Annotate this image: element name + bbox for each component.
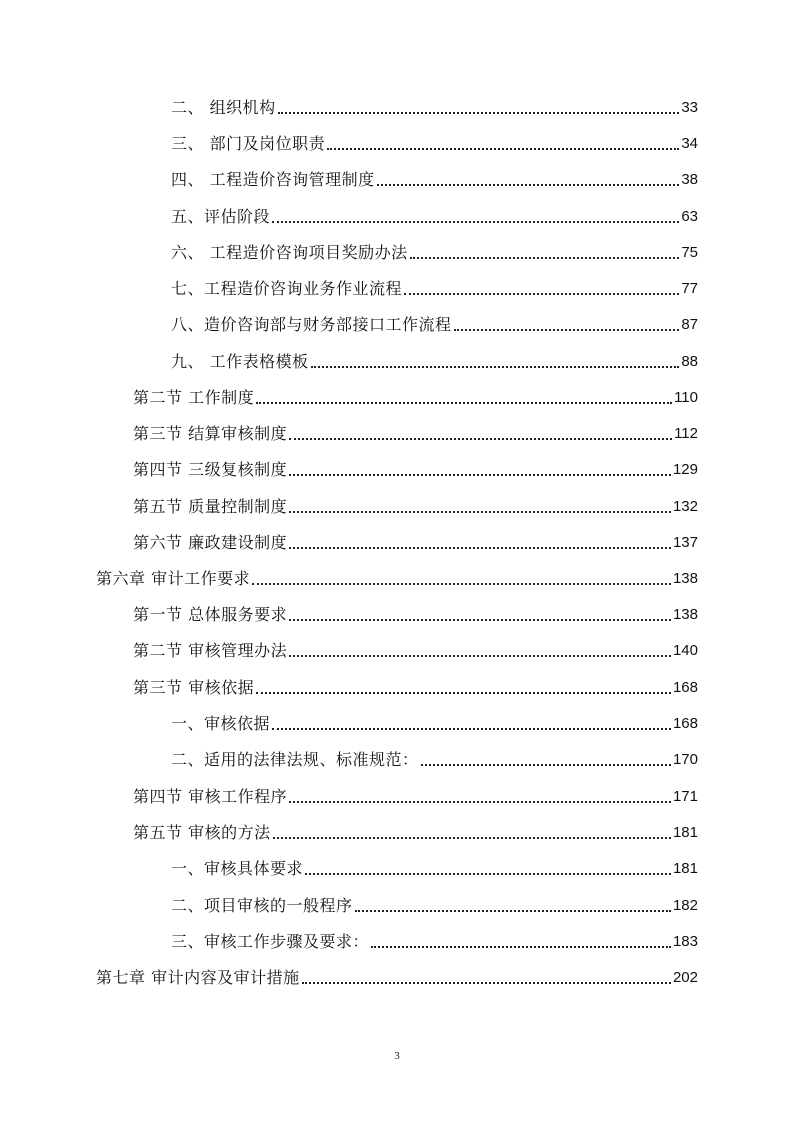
toc-entry-page: 182	[672, 897, 698, 914]
dot-leader	[454, 329, 680, 331]
toc-entry-title: 第五节 质量控制制度	[133, 497, 288, 516]
toc-entry[interactable]	[133, 459, 698, 481]
toc-entry-title: 第五节 审核的方法	[133, 823, 271, 842]
dot-leader	[272, 728, 671, 730]
toc-entry-title: 三、审核工作步骤及要求：	[171, 932, 370, 951]
toc-entry[interactable]	[133, 604, 698, 626]
toc-entry-page: 88	[681, 353, 698, 370]
dot-leader	[404, 293, 679, 295]
dot-leader	[256, 692, 671, 694]
dot-leader	[256, 402, 672, 404]
toc-entry-title: 第三节 结算审核制度	[133, 424, 288, 443]
dot-leader	[278, 112, 680, 114]
toc-entry-title: 二、 组织机构	[171, 98, 276, 117]
toc-entry-title: 第四节 审核工作程序	[133, 787, 288, 806]
toc-entry-page: 138	[672, 570, 698, 587]
toc-entry-page: 34	[681, 135, 698, 152]
toc-entry[interactable]	[133, 496, 698, 518]
toc-entry-page: 129	[672, 461, 698, 478]
toc-entry[interactable]	[133, 532, 698, 554]
dot-leader	[289, 547, 671, 549]
dot-leader	[421, 764, 671, 766]
toc-entry-page: 168	[672, 715, 698, 732]
dot-leader	[311, 366, 680, 368]
toc-entry[interactable]	[171, 169, 698, 191]
toc-entry-title: 二、适用的法律法规、标准规范：	[171, 750, 419, 769]
toc-entry-page: 183	[672, 933, 698, 950]
toc-entry-page: 202	[672, 969, 698, 986]
toc-entry-title: 第七章 审计内容及审计措施	[96, 968, 300, 987]
dot-leader	[302, 982, 671, 984]
toc-entry-title: 第三节 审核依据	[133, 678, 255, 697]
dot-leader	[355, 910, 671, 912]
toc-entry[interactable]	[96, 967, 698, 989]
toc-entry-page: 181	[672, 824, 698, 841]
toc-entry[interactable]	[133, 387, 698, 409]
dot-leader	[289, 655, 671, 657]
toc-entry[interactable]	[171, 314, 698, 336]
toc-entry[interactable]	[171, 749, 698, 771]
toc-entry-title: 二、项目审核的一般程序	[171, 896, 353, 915]
toc-entry[interactable]	[171, 713, 698, 735]
toc-entry-page: 181	[672, 860, 698, 877]
toc-entry-page: 33	[681, 99, 698, 116]
toc-entry-page: 38	[681, 171, 698, 188]
toc-entry-page: 138	[672, 606, 698, 623]
toc-entry-title: 第六章 审计工作要求	[96, 569, 251, 588]
dot-leader	[289, 474, 671, 476]
dot-leader	[327, 148, 679, 150]
toc-entry-title: 第二节 工作制度	[133, 388, 255, 407]
dot-leader	[371, 946, 671, 948]
dot-leader	[410, 257, 680, 259]
toc-entry-page: 170	[672, 751, 698, 768]
toc-entry[interactable]	[171, 133, 698, 155]
toc-entry-title: 三、 部门及岗位职责	[171, 134, 326, 153]
toc-entry-page: 77	[681, 280, 698, 297]
toc-entry[interactable]	[133, 822, 698, 844]
dot-leader	[289, 511, 671, 513]
toc-entry-title: 七、工程造价咨询业务作业流程	[171, 279, 403, 298]
toc-entry-page: 87	[681, 316, 698, 333]
toc-entry-title: 一、审核具体要求	[171, 859, 304, 878]
toc-entry[interactable]	[171, 97, 698, 119]
page-number: 3	[394, 1050, 400, 1062]
toc-entry-page: 75	[681, 244, 698, 261]
toc-entry-page: 168	[672, 679, 698, 696]
toc-entry-title: 八、造价咨询部与财务部接口工作流程	[171, 315, 452, 334]
dot-leader	[289, 619, 671, 621]
toc-entry[interactable]	[171, 278, 698, 300]
toc-entry-page: 132	[672, 498, 698, 515]
toc-entry[interactable]	[96, 568, 698, 590]
toc-entry-page: 112	[674, 425, 698, 442]
dot-leader	[252, 583, 671, 585]
dot-leader	[272, 221, 679, 223]
toc-entry-title: 四、 工程造价咨询管理制度	[171, 170, 375, 189]
toc-entry-page: 110	[674, 389, 698, 406]
toc-entry[interactable]	[171, 242, 698, 264]
toc-entry[interactable]	[133, 786, 698, 808]
toc-entry-title: 第四节 三级复核制度	[133, 460, 288, 479]
dot-leader	[289, 438, 672, 440]
toc-entry[interactable]	[171, 351, 698, 373]
toc-entry[interactable]	[171, 206, 698, 228]
dot-leader	[289, 801, 671, 803]
toc-entry-page: 137	[672, 534, 698, 551]
toc-entry[interactable]	[133, 640, 698, 662]
toc-entry-title: 五、评估阶段	[171, 207, 271, 226]
toc-entry-title: 六、 工程造价咨询项目奖励办法	[171, 243, 408, 262]
dot-leader	[377, 184, 680, 186]
toc-entry-title: 九、 工作表格模板	[171, 352, 309, 371]
toc-entry[interactable]	[171, 931, 698, 953]
dot-leader	[273, 837, 671, 839]
toc-entry[interactable]	[133, 423, 698, 445]
toc-entry[interactable]	[171, 895, 698, 917]
toc-entry-title: 第六节 廉政建设制度	[133, 533, 288, 552]
toc-entry-title: 第二节 审核管理办法	[133, 641, 288, 660]
toc-entry-page: 171	[672, 788, 698, 805]
toc-entry[interactable]	[133, 677, 698, 699]
toc-entry-title: 一、审核依据	[171, 714, 271, 733]
toc-entry-title: 第一节 总体服务要求	[133, 605, 288, 624]
toc-entry[interactable]	[171, 858, 698, 880]
toc-entry-page: 63	[681, 208, 698, 225]
toc-entry-page: 140	[672, 642, 698, 659]
dot-leader	[305, 873, 671, 875]
